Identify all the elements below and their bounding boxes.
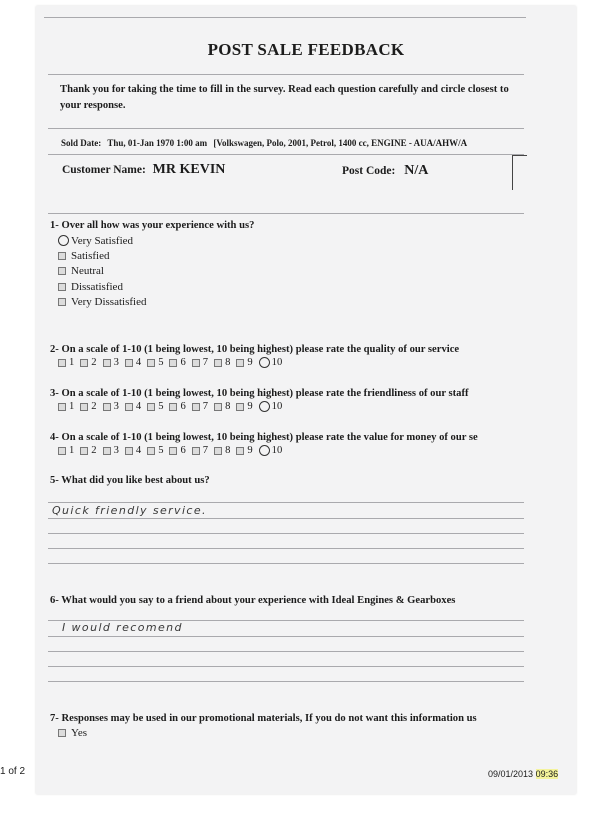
rating-label: 1	[69, 357, 75, 368]
rating-option-10[interactable]	[259, 401, 283, 412]
checkbox-icon	[58, 252, 66, 260]
option-very-dissatisfied[interactable]: Very Dissatisfied	[58, 294, 146, 309]
checkbox-icon	[169, 359, 177, 367]
customer-name-label: Customer Name:	[62, 164, 146, 176]
page-title: POST SALE FEEDBACK	[207, 40, 405, 59]
rating-label: 2	[91, 357, 97, 368]
rating-option-7[interactable]	[192, 357, 208, 368]
option-very-satisfied[interactable]: Very Satisfied	[58, 233, 146, 248]
rating-option-9[interactable]	[236, 445, 252, 456]
rating-label: 7	[202, 357, 209, 368]
divider	[48, 154, 524, 155]
rating-option-6[interactable]	[169, 445, 185, 456]
answer-line	[48, 502, 524, 503]
question-7: 7- Responses may be used in our promotional materials, If you do not want this information us	[50, 713, 477, 724]
rating-option-9[interactable]	[236, 401, 252, 412]
rating-option-7[interactable]	[192, 445, 208, 456]
customer-name	[62, 162, 225, 178]
question-3-scale	[58, 401, 288, 412]
rating-option-10[interactable]	[259, 357, 283, 368]
checkbox-icon	[58, 283, 66, 291]
divider	[48, 74, 524, 75]
print-timestamp	[488, 769, 558, 779]
rating-label: 6	[180, 357, 186, 368]
rating-label: 8	[225, 401, 231, 412]
checkbox-icon	[58, 298, 66, 306]
checkbox-icon	[147, 447, 155, 455]
option-yes[interactable]: Yes	[58, 725, 87, 740]
rating-label: 10	[271, 445, 283, 456]
rating-label: 5	[158, 445, 164, 456]
rating-label: 4	[135, 357, 142, 368]
circled-checkbox-icon	[259, 357, 270, 368]
checkbox-icon	[147, 359, 155, 367]
answer-line	[48, 563, 524, 564]
circled-checkbox-icon	[259, 401, 270, 412]
rating-label: 5	[158, 401, 164, 412]
rating-label: 8	[225, 357, 231, 368]
rating-label: 1	[69, 401, 75, 412]
checkbox-icon	[214, 359, 222, 367]
question-1-options	[58, 233, 146, 309]
question-1: 1- Over all how was your experience with us?	[50, 220, 255, 231]
rating-label: 3	[113, 401, 119, 412]
checkbox-icon	[169, 447, 177, 455]
rating-option-8[interactable]	[214, 445, 230, 456]
divider	[48, 128, 524, 129]
rating-option-1[interactable]	[58, 445, 74, 456]
circled-checkbox-icon	[259, 445, 270, 456]
rating-option-7[interactable]	[192, 401, 208, 412]
rating-label: 1	[69, 445, 75, 456]
rating-label: 9	[247, 357, 253, 368]
checkbox-icon	[125, 403, 133, 411]
rating-label: 9	[247, 401, 253, 412]
checkbox-icon	[236, 447, 244, 455]
checkbox-icon	[103, 447, 111, 455]
answer-line	[48, 666, 524, 667]
rating-option-10[interactable]	[259, 445, 283, 456]
rating-option-2[interactable]	[80, 357, 96, 368]
question-2: 2- On a scale of 1-10 (1 being lowest, 10 being highest) please rate the quality of our service	[50, 344, 460, 355]
checkbox-icon	[214, 447, 222, 455]
checkbox-icon	[58, 447, 66, 455]
question-6-answer[interactable]: I would recomend	[62, 621, 183, 634]
rating-label: 2	[91, 401, 97, 412]
rating-option-5[interactable]	[147, 445, 163, 456]
checkbox-icon	[80, 403, 88, 411]
rating-label: 4	[135, 401, 142, 412]
rating-option-4[interactable]	[125, 357, 141, 368]
rating-option-8[interactable]	[214, 401, 230, 412]
answer-line	[48, 681, 524, 682]
intro-text: Thank you for taking the time to fill in the survey. Read each question carefully and circle closest to your response.	[60, 84, 509, 111]
checkbox-icon	[125, 359, 133, 367]
option-satisfied[interactable]: Satisfied	[58, 248, 146, 263]
print-time: 09:36	[535, 769, 559, 779]
answer-line	[48, 533, 524, 534]
divider	[48, 213, 524, 214]
rating-option-3[interactable]	[103, 445, 119, 456]
rating-label: 4	[135, 445, 142, 456]
rating-label: 3	[113, 445, 119, 456]
checkbox-icon	[80, 447, 88, 455]
rating-option-6[interactable]	[169, 401, 185, 412]
checkbox-icon	[192, 403, 200, 411]
rating-label: 6	[180, 401, 186, 412]
checkbox-icon	[103, 403, 111, 411]
answer-line	[48, 548, 524, 549]
rating-option-4[interactable]	[125, 401, 141, 412]
question-5: 5- What did you like best about us?	[50, 475, 210, 486]
divider	[44, 17, 526, 18]
rating-option-2[interactable]	[80, 401, 96, 412]
checkbox-icon	[214, 403, 222, 411]
option-dissatisfied[interactable]: Dissatisfied	[58, 279, 146, 294]
answer-line	[48, 651, 524, 652]
rating-label: 9	[247, 445, 253, 456]
rating-label: 6	[180, 445, 186, 456]
rating-option-6[interactable]	[169, 357, 185, 368]
checkbox-icon	[192, 447, 200, 455]
rating-option-5[interactable]	[147, 401, 163, 412]
post-code-label: Post Code:	[342, 165, 396, 177]
rating-option-1[interactable]	[58, 357, 74, 368]
rating-option-8[interactable]	[214, 357, 230, 368]
checkbox-icon	[58, 729, 66, 737]
post-code-value: N/A	[404, 163, 429, 178]
print-date: 09/01/2013	[488, 769, 534, 779]
checkbox-icon	[58, 359, 66, 367]
checkbox-icon	[236, 359, 244, 367]
rating-option-5[interactable]	[147, 357, 163, 368]
post-code	[342, 163, 428, 179]
option-neutral[interactable]: Neutral	[58, 264, 146, 279]
checkbox-icon	[58, 267, 66, 275]
rating-option-2[interactable]	[80, 445, 96, 456]
survey-sheet	[36, 6, 576, 794]
sold-date-label: Sold Date:	[61, 138, 102, 148]
question-7-options	[58, 725, 87, 740]
rating-option-3[interactable]	[103, 357, 119, 368]
question-5-answer[interactable]: Quick friendly service.	[52, 504, 207, 517]
rating-label: 7	[202, 401, 209, 412]
question-4: 4- On a scale of 1-10 (1 being lowest, 10 being highest) please rate the value for money of our se	[50, 432, 478, 443]
question-3: 3- On a scale of 1-10 (1 being lowest, 10 being highest) please rate the friendliness of our staff	[50, 388, 469, 399]
checkbox-icon	[169, 403, 177, 411]
customer-name-value: MR KEVIN	[152, 162, 226, 177]
checkbox-icon	[192, 359, 200, 367]
checkbox-icon	[236, 403, 244, 411]
rating-label: 5	[158, 357, 164, 368]
checkbox-icon	[58, 403, 66, 411]
rating-label: 2	[91, 445, 97, 456]
page-number: 1 of 2	[0, 766, 26, 777]
rating-label: 8	[225, 445, 231, 456]
circled-checkbox-icon	[58, 235, 69, 246]
rating-option-3[interactable]	[103, 401, 119, 412]
checkbox-icon	[80, 359, 88, 367]
rating-option-4[interactable]	[125, 445, 141, 456]
checkbox-icon	[147, 403, 155, 411]
vehicle-details: [Volkswagen, Polo, 2001, Petrol, 1400 cc, ENGINE - AUA/AHW/A	[213, 138, 468, 148]
answer-line	[48, 518, 524, 519]
rating-option-9[interactable]	[236, 357, 252, 368]
rating-label: 3	[113, 357, 119, 368]
checkbox-icon	[125, 447, 133, 455]
sold-details	[61, 138, 527, 148]
question-2-scale	[58, 357, 288, 368]
rating-label: 10	[271, 357, 283, 368]
answer-line	[48, 636, 524, 637]
rating-label: 7	[202, 445, 209, 456]
question-6: 6- What would you say to a friend about your experience with Ideal Engines & Gearboxes	[50, 595, 456, 606]
checkbox-icon	[103, 359, 111, 367]
corner-bracket	[512, 155, 527, 190]
rating-label: 10	[271, 401, 283, 412]
rating-option-1[interactable]	[58, 401, 74, 412]
sold-date-value: Thu, 01-Jan 1970 1:00 am	[107, 138, 208, 148]
question-4-scale	[58, 445, 288, 456]
